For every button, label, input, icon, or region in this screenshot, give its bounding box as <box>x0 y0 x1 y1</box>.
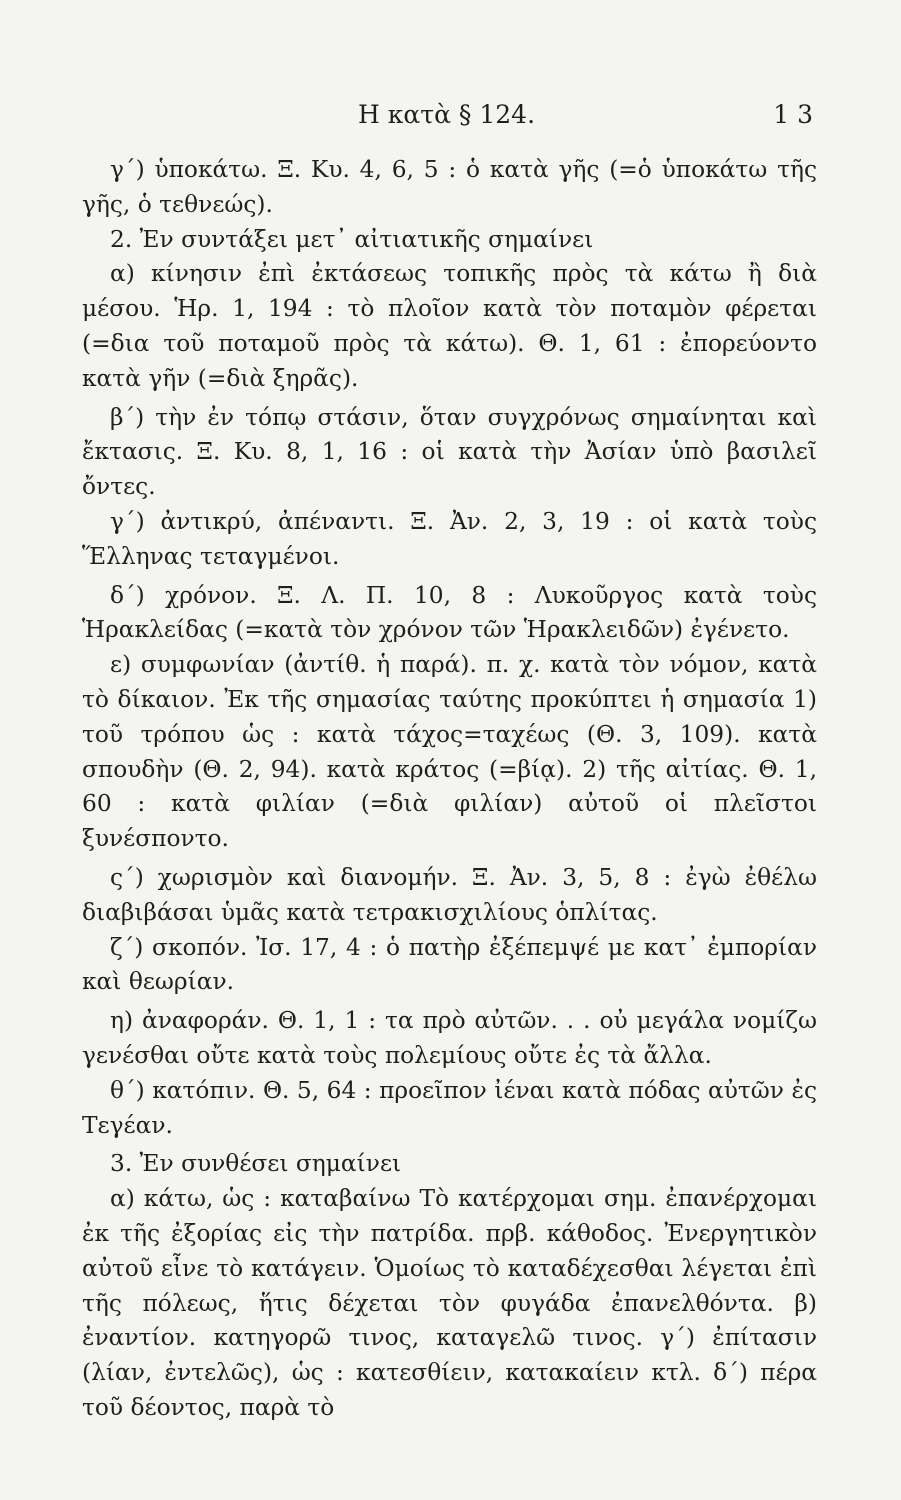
paragraph: 2. Ἐν συντάξει μετ᾽ αἰτιατικῆς σημαίνει <box>110 225 594 253</box>
paragraph: ς΄) χωρισμὸν καὶ διανομήν. Ξ. Ἀν. 3, 5, 8 : ἐγὼ ἐθέλω διαβιβάσαι ὑμᾶς κατὰ τετρακισχιλίους ὁπλίτας. <box>82 863 817 926</box>
running-title: Η κατὰ § 124. <box>357 100 536 129</box>
body-text <box>82 153 817 1426</box>
paragraph: 3. Ἐν συνθέσει σημαίνει <box>110 1150 402 1178</box>
paragraph: β΄) τὴν ἐν τόπῳ στάσιν, ὅταν συγχρόνως σημαίνηται καὶ ἔκτασις. Ξ. Κυ. 8, 1, 16 : οἱ κατὰ τὴν Ἀσίαν ὑπὸ βασιλεῖ ὄντες. <box>82 403 817 501</box>
paragraph: γ΄) ὑποκάτω. Ξ. Κυ. 4, 6, 5 : ὁ κατὰ γῆς (=ὁ ὑποκάτω τῆς γῆς, ὁ τεθνεώς). <box>82 156 817 218</box>
paragraph: ε) συμφωνίαν (ἀντίθ. ἡ παρά). π. χ. κατὰ τὸν νόμον, κατὰ τὸ δίκαιον. Ἐκ τῆς σημασίας ταύτης προκύπτει ἡ σημασία 1) τοῦ τρόπου ὡς : κατὰ τάχος=ταχέως (Θ. 3, 109). κατὰ σπουδὴν (Θ. 2, 94). κατὰ κράτος (=βίᾳ). 2) τῆς αἰτίας. Θ. 1, 60 : κατὰ φιλίαν (=διὰ φιλίαν) αὐτοῦ οἱ πλεῖστοι ξυνέσποντο. <box>82 651 817 853</box>
paragraph: θ΄) κατόπιν. Θ. 5, 64 : προεῖπον ἰέναι κατὰ πόδας αὐτῶν ἐς Τεγέαν. <box>82 1076 817 1139</box>
running-head <box>80 100 813 134</box>
page-number: 1 3 <box>773 100 813 129</box>
paragraph: α) κίνησιν ἐπὶ ἐκτάσεως τοπικῆς πρὸς τὰ κάτω ἢ διὰ μέσου. Ἡρ. 1, 194 : τὸ πλοῖον κατὰ τὸν ποταμὸν φέρεται (=δια τοῦ ποταμοῦ πρὸς τὰ κάτω). Θ. 1, 61 : ἐπορεύοντο κατὰ γῆν (=διὰ ξηρᾶς). <box>82 260 817 392</box>
paragraph: α) κάτω, ὡς : καταβαίνω Τὸ κατέρχομαι σημ. ἐπανέρχομαι ἐκ τῆς ἐξορίας εἰς τὴν πατρίδα. πρβ. κάθοδος. Ἐνεργητικὸν αὐτοῦ εἶνε τὸ κατάγειν. Ὁμοίως τὸ καταδέχεσθαι λέγεται ἐπὶ τῆς πόλεως, ἥτις δέχεται τὸν φυγάδα ἐπανελθόντα. β) ἐναντίον. κατηγορῶ τινος, καταγελῶ τινος. γ΄) ἐπίτασιν (λίαν, ἐντελῶς), ὡς : κατεσθίειν, κατακαίειν κτλ. δ΄) πέρα τοῦ δέοντος, παρὰ τὸ <box>82 1185 817 1421</box>
paragraph: δ΄) χρόνον. Ξ. Λ. Π. 10, 8 : Λυκοῦργος κατὰ τοὺς Ἡρακλείδας (=κατὰ τὸν χρόνον τῶν Ἡρακλειδῶν) ἐγένετο. <box>82 581 817 644</box>
paragraph: η) ἀναφοράν. Θ. 1, 1 : τα πρὸ αὐτῶν. . . οὐ μεγάλα νομίζω γενέσθαι οὔτε κατὰ τοὺς πολεμίους οὔτε ἐς τὰ ἄλλα. <box>82 1007 817 1069</box>
paragraph: ζ΄) σκοπόν. Ἰσ. 17, 4 : ὁ πατὴρ ἐξέπεμψέ με κατ᾽ ἐμπορίαν καὶ θεωρίαν. <box>82 933 817 996</box>
paragraph: γ΄) ἀντικρύ, ἀπέναντι. Ξ. Ἀν. 2, 3, 19 : οἱ κατὰ τοὺς Ἕλληνας τεταγμένοι. <box>82 507 817 570</box>
